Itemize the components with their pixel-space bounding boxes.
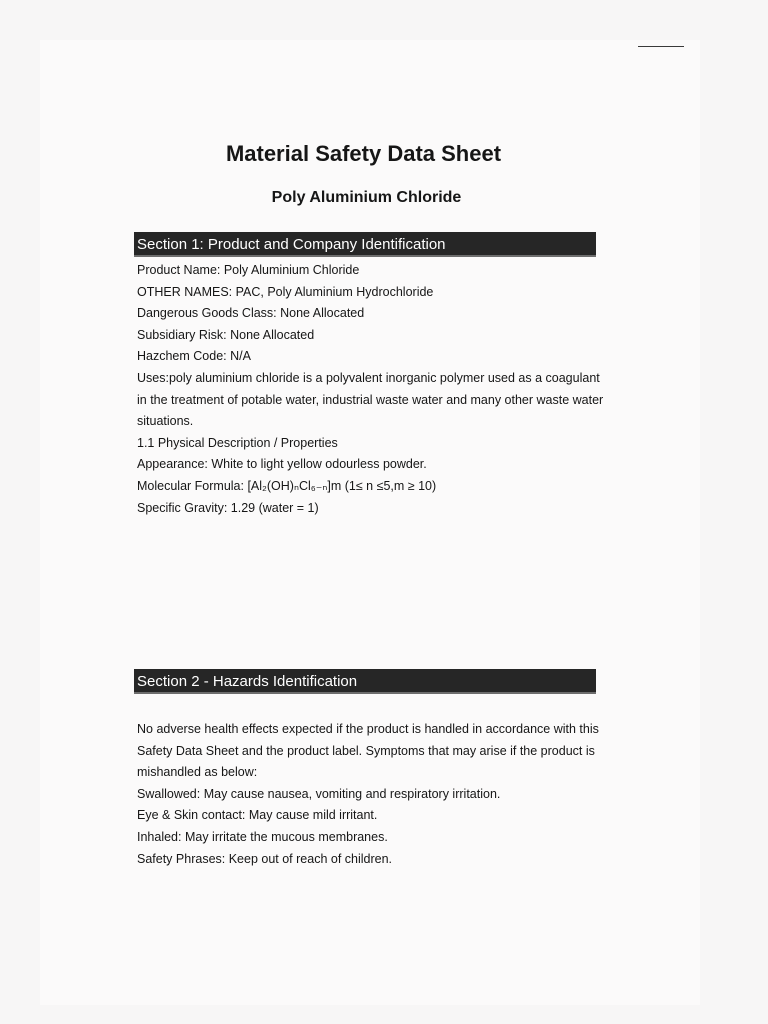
hazards-intro-paragraph: No adverse health effects expected if the product is handled in accordance with this Safety Data Sheet and the product label. Symptoms that may arise if the product is mishandled as below: [137, 722, 599, 780]
top-edge-rule [638, 46, 684, 47]
eye-skin-contact-line: Eye & Skin contact: May cause mild irritant. [137, 808, 378, 823]
appearance-line: Appearance: White to light yellow odourless powder. [137, 457, 427, 472]
dangerous-goods-class-line: Dangerous Goods Class: None Allocated [137, 306, 365, 321]
safety-phrases-line: Safety Phrases: Keep out of reach of children. [137, 851, 393, 866]
molecular-formula-line: Molecular Formula: [Al₂(OH)ₙCl₆₋ₙ]m (1≤ n ≤5,m ≥ 10) [137, 478, 437, 493]
physical-description-subheading: 1.1 Physical Description / Properties [137, 435, 338, 450]
document-subtitle: Poly Aluminium Chloride [271, 189, 462, 206]
other-names-line: OTHER NAMES: PAC, Poly Aluminium Hydrochloride [137, 284, 434, 299]
inhaled-line: Inhaled: May irritate the mucous membranes. [137, 829, 388, 844]
section-1-body [137, 260, 607, 519]
uses-paragraph: Uses:poly aluminium chloride is a polyvalent inorganic polymer used as a coagulant in the treatment of potable water, industrial waste water and many other waste water situations. [137, 370, 604, 429]
specific-gravity-line: Specific Gravity: 1.29 (water = 1) [137, 500, 319, 515]
product-name-line: Product Name: Poly Aluminium Chloride [137, 263, 360, 277]
document-title: Material Safety Data Sheet [225, 141, 502, 166]
swallowed-line: Swallowed: May cause nausea, vomiting and respiratory irritation. [137, 786, 501, 801]
subsidiary-risk-line: Subsidiary Risk: None Allocated [137, 327, 315, 342]
section-2-body [137, 719, 607, 870]
section-1-heading: Section 1: Product and Company Identification [134, 232, 596, 257]
section-2-heading: Section 2 - Hazards Identification [134, 669, 596, 694]
hazchem-code-line: Hazchem Code: N/A [137, 349, 251, 364]
